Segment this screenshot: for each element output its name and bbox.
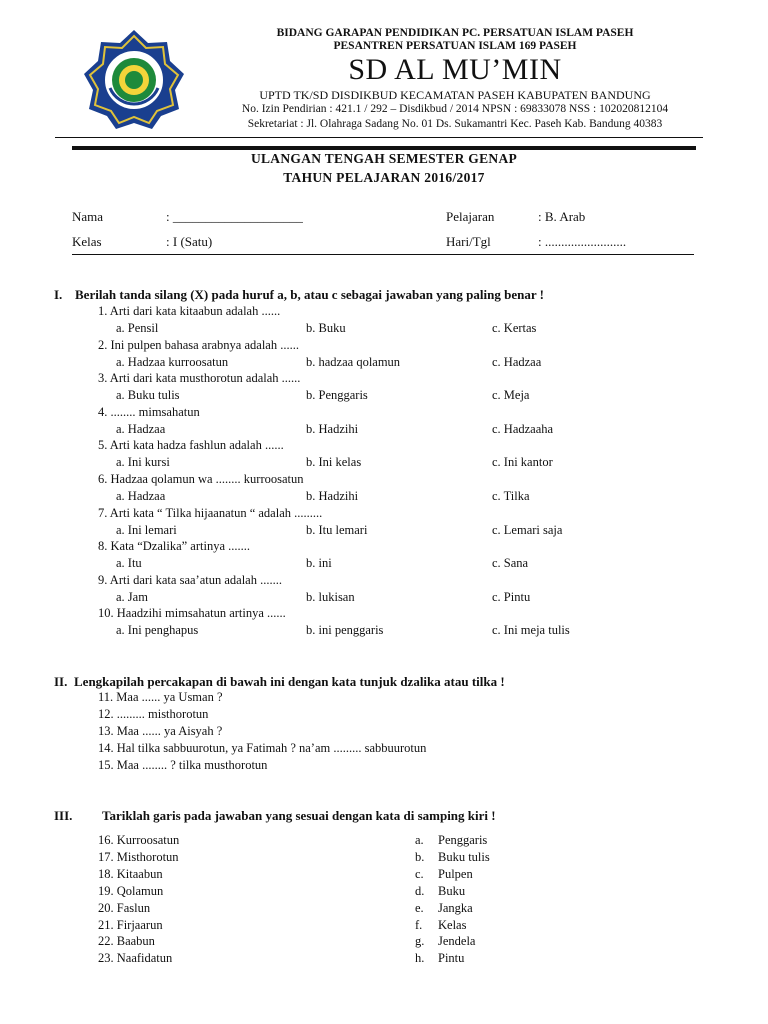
header-divider-thick (72, 146, 696, 150)
hari-field[interactable]: : ......................... (538, 234, 627, 249)
option-c[interactable]: c. Ini kantor (492, 455, 553, 470)
info-divider (72, 254, 694, 255)
match-left-item[interactable]: 23. Naafidatun (98, 951, 173, 966)
match-left-item[interactable]: 22. Baabun (98, 934, 155, 949)
option-c[interactable]: c. Kertas (492, 321, 537, 335)
section-1-numeral: I. (54, 287, 63, 302)
nama-label: Nama (72, 209, 104, 224)
option-b[interactable]: b. hadzaa qolamun (306, 354, 401, 369)
option-a[interactable]: a. Buku tulis (116, 388, 180, 403)
question-text: 4. ........ mimsahatun (98, 404, 200, 419)
match-left-item[interactable]: 17. Misthorotun (98, 849, 179, 864)
letterhead-line-6: Sekretariat : Jl. Olahraga Sadang No. 01 Ds. Sukamantri Kec. Paseh Kab. Bandung 40383 (247, 118, 663, 130)
fill-in-item[interactable]: 15. Maa ........ ? tilka musthorotun (98, 757, 268, 772)
match-right-item[interactable]: Penggaris (438, 833, 488, 847)
option-b[interactable]: b. Hadzihi (306, 421, 359, 436)
question-text: 10. Haadzihi mimsahatun artinya ...... (98, 606, 286, 621)
section-3-instruction: Tariklah garis pada jawaban yang sesuai dengan kata di samping kiri ! (102, 808, 496, 823)
letterhead-line-2: PESANTREN PERSATUAN ISLAM 169 PASEH (333, 40, 577, 52)
school-name: SD AL MU’MIN (348, 53, 562, 86)
match-right-item[interactable]: Jangka (438, 900, 473, 915)
kelas-label: Kelas (72, 234, 102, 249)
option-b[interactable]: b. Hadzihi (306, 489, 359, 503)
match-right-letter: b. (415, 849, 425, 864)
question-text: 6. Hadzaa qolamun wa ........ kurroosatun (98, 472, 304, 486)
question-text: 3. Arti dari kata musthorotun adalah ...... (98, 371, 301, 386)
hari-label: Hari/Tgl (446, 234, 491, 249)
match-right-item[interactable]: Kelas (438, 917, 467, 932)
match-right-letter: a. (415, 833, 424, 847)
match-right-item[interactable]: Buku tulis (438, 849, 490, 864)
pelajaran-value: : B. Arab (538, 209, 586, 224)
match-right-letter: c. (415, 866, 424, 881)
question-text: 7. Arti kata “ Tilka hijaanatun “ adalah ......... (98, 505, 323, 520)
match-right-item[interactable]: Pintu (438, 951, 465, 966)
question-text: 1. Arti dari kata kitaabun adalah ...... (98, 304, 281, 318)
option-c[interactable]: c. Tilka (492, 489, 530, 503)
question-text: 9. Arti dari kata saa’atun adalah ....... (98, 572, 282, 587)
match-right-item[interactable]: Pulpen (438, 866, 473, 881)
match-left-item[interactable]: 20. Faslun (98, 900, 151, 915)
match-right-letter: h. (415, 951, 425, 966)
option-c[interactable]: c. Pintu (492, 589, 531, 604)
option-b[interactable]: b. Ini kelas (306, 455, 362, 470)
letterhead-line-5: No. Izin Pendirian : 421.1 / 292 – Disdikbud / 2014 NPSN : 69833078 NSS : 102020812104 (241, 103, 669, 115)
option-a[interactable]: a. Pensil (116, 321, 159, 335)
pelajaran-label: Pelajaran (446, 209, 495, 224)
match-right-item[interactable]: Buku (438, 883, 466, 898)
option-a[interactable]: a. Ini kursi (116, 455, 170, 470)
option-a[interactable]: a. Jam (116, 589, 148, 604)
match-left-item[interactable]: 19. Qolamun (98, 883, 164, 898)
section-2-numeral: II. (54, 674, 68, 689)
section-2-instruction: Lengkapilah percakapan di bawah ini dengan kata tunjuk dzalika atau tilka ! (74, 674, 505, 689)
exam-year: TAHUN PELAJARAN 2016/2017 (283, 170, 485, 185)
fill-in-item[interactable]: 13. Maa ...... ya Aisyah ? (98, 723, 223, 738)
option-b[interactable]: b. ini (306, 556, 332, 571)
option-a[interactable]: a. Hadzaa (116, 421, 166, 436)
option-a[interactable]: a. Hadzaa (116, 489, 166, 503)
match-left-item[interactable]: 21. Firjaarun (98, 917, 163, 932)
match-right-letter: e. (415, 900, 424, 915)
option-c[interactable]: c. Lemari saja (492, 522, 563, 537)
header-divider-thin (55, 137, 703, 138)
question-text: 5. Arti kata hadza fashlun adalah ...... (98, 438, 284, 453)
match-right-letter: g. (415, 934, 425, 949)
option-c[interactable]: c. Sana (492, 556, 529, 571)
question-text: 8. Kata “Dzalika” artinya ....... (98, 539, 251, 554)
nama-field[interactable]: : ____________________ (166, 209, 303, 224)
option-a[interactable]: a. Ini penghapus (116, 623, 199, 638)
fill-in-item[interactable]: 11. Maa ...... ya Usman ? (98, 690, 223, 704)
section-3-numeral: III. (54, 808, 73, 823)
option-c[interactable]: c. Hadzaaha (492, 421, 554, 436)
match-right-item[interactable]: Jendela (438, 934, 476, 949)
kelas-value: : I (Satu) (166, 234, 213, 249)
option-c[interactable]: c. Hadzaa (492, 354, 542, 369)
option-b[interactable]: b. lukisan (306, 589, 355, 604)
option-b[interactable]: b. Buku (306, 321, 346, 335)
exam-title: ULANGAN TENGAH SEMESTER GENAP (250, 151, 518, 166)
section-1-instruction: Berilah tanda silang (X) pada huruf a, b, atau c sebagai jawaban yang paling benar ! (75, 287, 544, 302)
fill-in-item[interactable]: 14. Hal tilka sabbuurotun, ya Fatimah ? na’am ......... sabbuurotun (98, 740, 427, 755)
option-b[interactable]: b. Penggaris (306, 388, 368, 403)
option-a[interactable]: a. Hadzaa kurroosatun (116, 354, 229, 369)
question-text: 2. Ini pulpen bahasa arabnya adalah ...... (98, 337, 299, 352)
match-left-item[interactable]: 16. Kurroosatun (98, 833, 180, 847)
option-c[interactable]: c. Meja (492, 388, 530, 403)
letterhead-line-1: BIDANG GARAPAN PENDIDIKAN PC. PERSATUAN ISLAM PASEH (276, 27, 634, 39)
option-a[interactable]: a. Ini lemari (116, 522, 177, 537)
option-c[interactable]: c. Ini meja tulis (492, 623, 570, 638)
option-a[interactable]: a. Itu (116, 556, 142, 571)
match-right-letter: f. (415, 917, 423, 932)
letterhead-line-4: UPTD TK/SD DISDIKBUD KECAMATAN PASEH KABUPATEN BANDUNG (259, 88, 651, 102)
fill-in-item[interactable]: 12. ......... misthorotun (98, 706, 209, 721)
option-b[interactable]: b. ini penggaris (306, 623, 384, 638)
option-b[interactable]: b. Itu lemari (306, 522, 368, 537)
match-left-item[interactable]: 18. Kitaabun (98, 866, 163, 881)
match-right-letter: d. (415, 883, 425, 898)
